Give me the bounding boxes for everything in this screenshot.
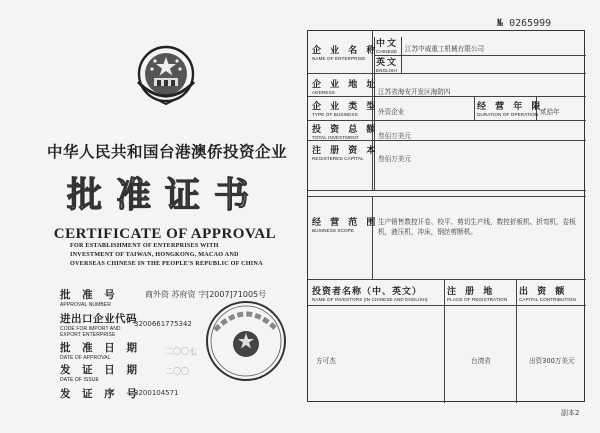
- registered-capital-label: 注 册 资 本 REGISTERED CAPITAL: [312, 146, 379, 161]
- lang-chinese-label: 中文 CHINESE: [376, 39, 399, 54]
- approval-number-value: 商外资 苏府资 字[2007]71005号: [145, 290, 267, 299]
- capital-contribution-header: 出 资 额 CAPITAL CONTRIBUTION: [519, 287, 576, 302]
- business-scope-label: 经 营 范 围 BUSINESS SCOPE: [312, 218, 379, 233]
- approval-number-row: [60, 287, 119, 308]
- total-investment-value: 叁佰万美元: [378, 132, 411, 140]
- serial-value: 0265999: [509, 18, 552, 29]
- approval-date-label-en: DATE OF APPROVAL: [60, 355, 111, 361]
- investor-capital-value: 出资300万美元: [529, 357, 575, 365]
- title-english: CERTIFICATE OF APPROVAL: [53, 226, 277, 242]
- approval-date-label: 批 准 日 期: [60, 342, 141, 354]
- national-emblem-icon: [132, 42, 200, 108]
- investor-place-value: 台湾省: [471, 357, 491, 365]
- operation-duration-label: 经 营 年 限 DURATION OF OPERATION: [477, 102, 544, 117]
- subtitle-line-2: INVESTMENT OF TAIWAN, HONGKONG, MACAO AND: [70, 251, 239, 258]
- subtitle-line-3: OVERSEAS CHINESE IN THE PEOPLE'S REPUBLIC OF CHINA: [70, 260, 263, 267]
- registration-place-header: 注 册 地 PLACE OF REGISTRATION: [447, 287, 508, 302]
- import-export-code-row: [60, 311, 137, 338]
- title-chinese: 中华人民共和国台港澳侨投资企业: [46, 142, 287, 161]
- approval-number-label: 批 准 号: [60, 289, 119, 301]
- enterprise-address-value: 江苏省海安开发区海防四: [378, 88, 451, 96]
- import-export-code-label: 进出口企业代码: [60, 313, 137, 325]
- copy-tag: 副本2: [561, 409, 580, 417]
- enterprise-name-label: 企 业 名 称 NAME OF ENTERPRISE: [312, 46, 379, 61]
- serial-prefix: №: [497, 18, 504, 29]
- issue-serial-label: 发 证 序 号: [60, 388, 141, 400]
- investor-name-value: 方可杰: [316, 357, 336, 365]
- approval-date-value: 二〇〇七: [165, 347, 197, 356]
- import-export-code-label-en: CODE FOR IMPORT AND EXPORT ENTERPRISE: [60, 326, 121, 338]
- approval-number-label-en: APPROVAL NUMBER: [60, 302, 111, 308]
- business-scope-value: 生产销售数控开卷、校平、剪切生产线，数控折板机、折弯机，卷板机，液压机，冲床，钢丝剪断机。: [378, 218, 576, 236]
- issue-date-label: 发 证 日 期: [60, 364, 141, 376]
- issue-serial-row: [60, 386, 141, 401]
- title-english-subtitle: [70, 241, 300, 268]
- operation-duration-value: 贰拾年: [540, 108, 560, 116]
- investor-name-header: 投资者名称（中、英文） NAME OF INVESTORS (IN CHINESE AND ENGLISH): [312, 287, 428, 302]
- issue-date-label-en: DATE OF ISSUE: [60, 377, 99, 383]
- title-approval-certificate: 批准证书: [66, 175, 263, 216]
- subtitle-line-1: FOR ESTABLISHMENT OF ENTERPRISES WITH: [70, 242, 219, 249]
- registered-capital-value: 叁佰万美元: [378, 155, 411, 163]
- issue-serial-value: 3200104571: [134, 389, 179, 397]
- enterprise-type-value: 外资企业: [378, 108, 405, 116]
- serial-number: [497, 18, 551, 29]
- import-export-code-value: 3200661775342: [134, 320, 192, 328]
- issue-date-value: 二〇〇: [165, 367, 189, 376]
- enterprise-name-chinese-value: 江苏中威重工机械有限公司: [405, 45, 485, 53]
- approval-date-row: [60, 340, 141, 361]
- issue-date-row: [60, 362, 141, 383]
- total-investment-label: 投 资 总 额 TOTAL INVESTMENT: [312, 125, 379, 140]
- enterprise-type-label: 企 业 类 型 TYPE OF BUSINESS: [312, 102, 379, 117]
- official-seal-icon: [205, 300, 287, 382]
- enterprise-address-label: 企 业 地 址 ADDRESS: [312, 80, 379, 95]
- lang-english-label: 英文 ENGLISH: [376, 58, 399, 73]
